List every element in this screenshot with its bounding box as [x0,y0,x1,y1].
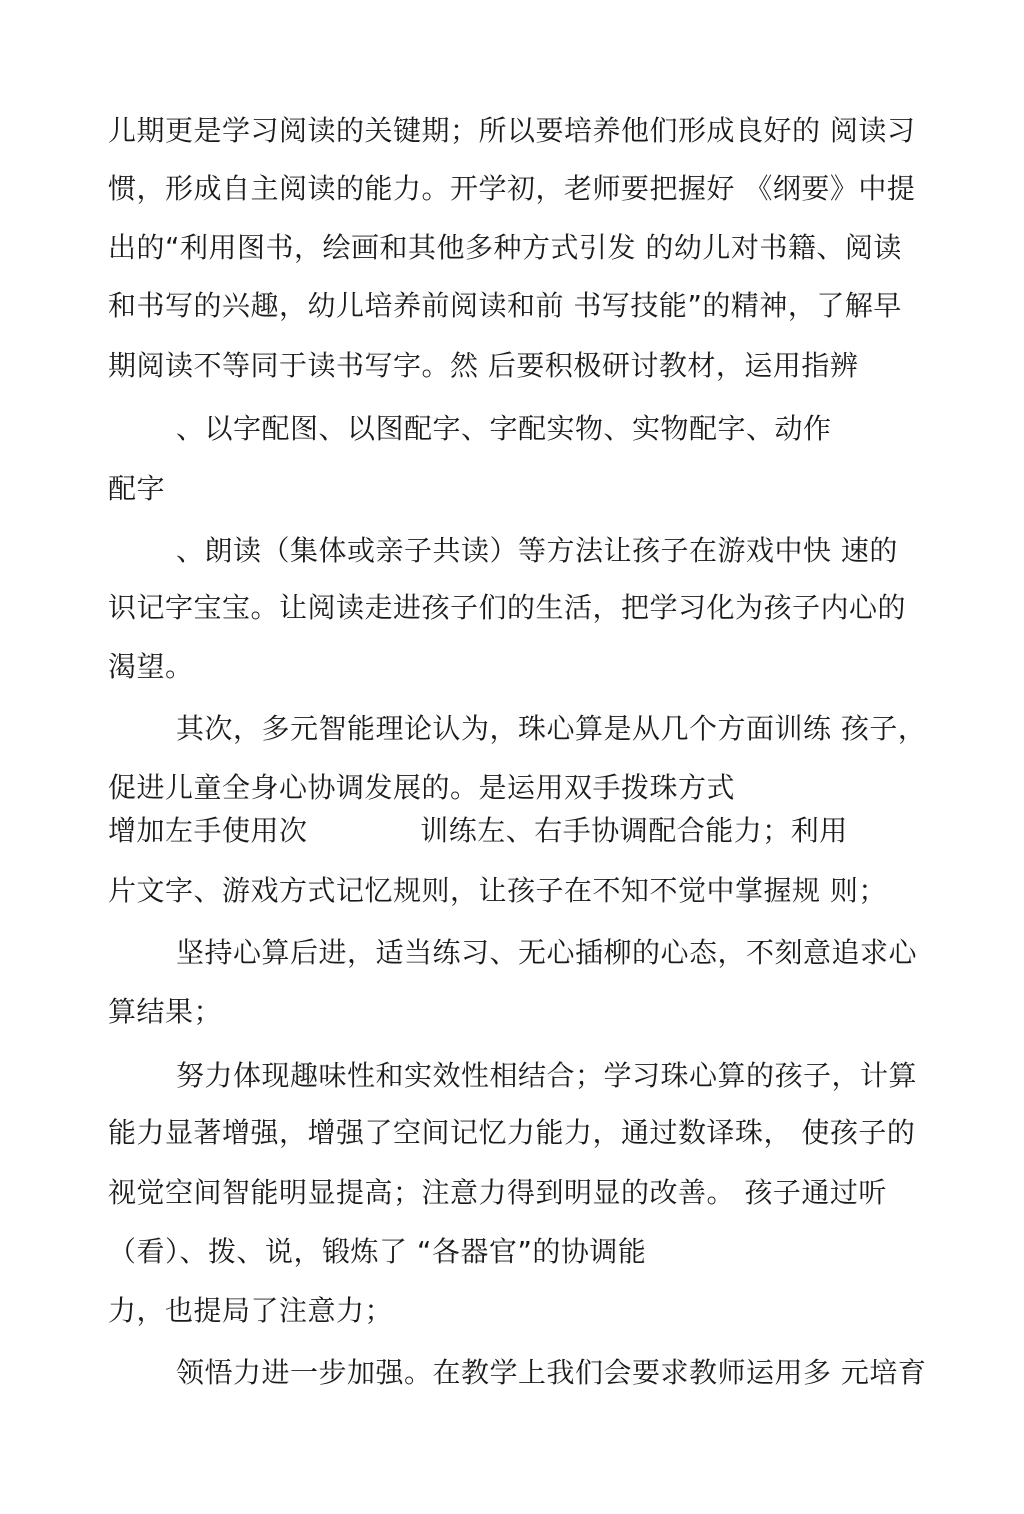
text-line: 和书写的兴趣，幼儿培养前阅读和前 书写技能”的精神，了解早 [108,289,902,322]
text-line: 出的“利用图书，绘画和其他多种方式引发 的幼儿对书籍、阅读 [108,231,902,264]
text-line: 坚持心算后进，适当练习、无心插柳的心态，不刻意追求心 [176,936,918,969]
text-line: 儿期更是学习阅读的关键期；所以要培养他们形成良好的 阅读习 [108,114,916,147]
text-line: 力，也提局了注意力； [108,1294,394,1327]
text-line: 、朗读（集体或亲子共读）等方法让孩子在游戏中快 速的 [176,534,898,567]
text-line: 惯，形成自主阅读的能力。开学初，老师要把握好 《纲要》中提 [108,172,916,205]
text-line: 片文字、游戏方式记忆规则，让孩子在不知不觉中掌握规 则； [108,874,887,907]
text-line: 努力体现趣味性和实效性相结合；学习珠心算的孩子，计算 [176,1059,918,1092]
text-line: 识记字宝宝。让阅读走进孩子们的生活，把学习化为孩子内心的 [108,591,907,624]
text-line: 增加左手使用次 训练左、右手协调配合能力；利用 [108,814,848,847]
text-line: 算结果； [108,995,223,1028]
text-line: （看）、拨、说，锻炼了 “各器官”的协调能 [108,1235,647,1268]
text-line: 能力显著增强，增强了空间记忆力能力，通过数译珠， 使孩子的 [108,1116,916,1149]
text-line: 视觉空间智能明显提高；注意力得到明显的改善。 孩子通过听 [108,1176,887,1209]
text-line: 渴望。 [108,650,194,683]
text-line: 其次，多元智能理论认为，珠心算是从几个方面训练 孩子， [176,712,927,745]
text-line: 期阅读不等同于读书写字。然 后要积极研讨教材，运用指辨 [108,349,859,382]
text-line: 领悟力进一步加强。在教学上我们会要求教师运用多 元培育 [176,1356,927,1389]
text-line: 促进儿童全身心协调发展的。是运用双手拨珠方式 [108,771,736,804]
text-line: 配字 [108,472,166,505]
text-line: 、以字配图、以图配字、字配实物、实物配字、动作 [176,412,832,445]
